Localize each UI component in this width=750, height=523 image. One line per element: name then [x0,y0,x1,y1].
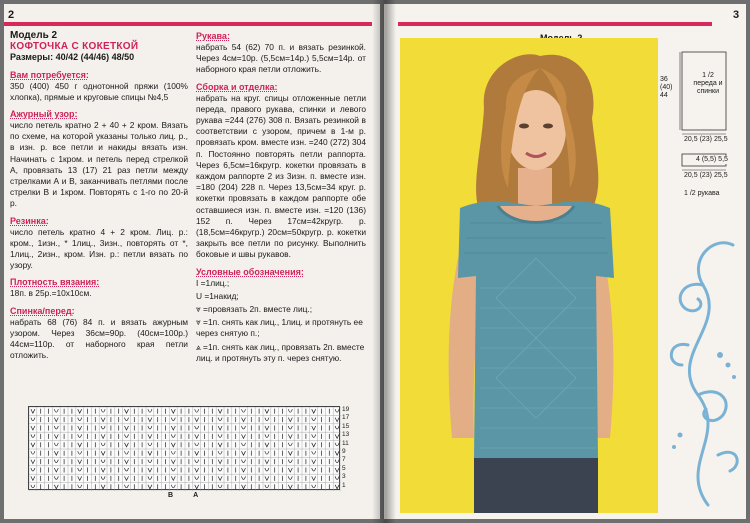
sleeves-text: набрать 54 (62) 70 п. и вязать резинкой. Через 4см=10р. (5,5см=14р.) 5,5см=14р. от наборного края петли отложить. [196,42,366,75]
chart-stitch-symbol [31,418,35,421]
chart-stitch-symbol [242,451,246,455]
chart-stitch-symbol [288,418,292,422]
garment-schematic [650,42,746,202]
chart-stitch-symbol [195,426,199,429]
chart-stitch-symbol [195,418,199,422]
legend-item: ⩔ =1п. снять как лиц., 1лиц. и протянуть ее через снятую п.; [196,317,363,339]
chart-stitch-symbol [148,485,152,489]
schematic-half-front-back: 1 /2 переда и спинки [693,72,723,95]
chart-stitch-symbol [265,443,269,447]
chart-stitch-symbol [218,434,222,437]
chart-stitch-symbol [335,418,339,422]
legend-item: I =1лиц.; [196,277,230,288]
chart-stitch-symbol [312,426,316,430]
chart-stitch-symbol [218,443,222,447]
schematic-height-3: 44 [660,92,668,99]
chart-stitch-symbol [54,409,58,412]
assembly-text: набрать на круг. спицы отложенные петли переда, правого рукава, спинки и левого рукава =244 (276) 308 п. Вязать резинкой в соответствии с узором, причем в 1-м р. провязать кром. вместе изн. =240 (272) 304 п. Постоянно повторять петли раппорта. Через 6,5см=16кругр. кокетки провязать в каждом раппорте 2 из 3изн. п. вместе изн. =180 (204) 228 п. Через 13,5см=34 круг. р. кокетки провязать в каждом раппорте обе оставшиеся изн. п. вместе изн. =120 (136) 152 п. Через 17см=42кругр. р. (18,5см=46кругр.) 20см=50кругр. р. кокетки закрыть все петли по рисунку. Выполнить боковые и швы рукавов. [196,92,366,260]
neck [518,168,552,208]
chart-stitch-symbol [288,468,292,472]
chart-stitch-symbol [218,426,222,430]
sizes: Размеры: 40/42 (44/46) 48/50 [10,52,135,63]
chart-stitch-symbol [171,460,175,464]
chart-stitch-symbol [125,476,129,480]
left-column [10,30,188,363]
right-page-number: 3 [733,9,740,21]
chart-stitch-symbol [148,443,152,446]
chart-stitch-symbol [288,426,292,429]
chart-stitch-symbol [265,426,269,430]
schematic-sleeve-width: 20,5 (23) 25,5 [684,172,728,179]
chart-stitch-symbol [265,434,269,437]
chart-stitch-symbol [78,443,82,447]
chart-stitch-symbol [335,426,339,429]
chart-stitch-symbol [335,485,339,489]
chart-row-number: 3 [342,473,346,481]
chart-stitch-symbol [265,409,269,413]
chart-stitch-symbol [288,409,292,412]
chart-stitch-symbol [54,476,58,479]
chart-stitch-symbol [125,485,129,488]
chart-stitch-symbol [125,443,129,447]
chart-stitch-symbol [125,460,129,464]
backfront-heading: Спинка/перед: [10,305,75,316]
chart-stitch-symbol [242,418,246,422]
chart-stitch-symbol [125,468,129,471]
chart-stitch-symbol [171,426,175,430]
chart-stitch-symbol [101,468,105,472]
chart-stitch-symbol [335,476,339,479]
chart-stitch-symbol [288,434,292,438]
chart-row-number: 9 [342,448,346,456]
chart-stitch-symbol [54,426,58,429]
chart-stitch-symbol [78,451,82,454]
chart-stitch-symbol [312,443,316,447]
pants [474,458,598,513]
chart-stitch-symbol [171,409,175,413]
assembly-heading: Сборка и отделка: [196,81,278,92]
chart-row-number: 13 [342,431,350,439]
chart-stitch-symbol [335,434,339,438]
chart-stitch-symbol [195,485,199,489]
chart-stitch-symbol [171,451,175,454]
chart-stitch-symbol [78,476,82,480]
chart-stitch-symbol [218,476,222,480]
chart-stitch-symbol [78,426,82,430]
chart-stitch-symbol [31,460,35,464]
chart-stitch-symbol [312,418,316,421]
chart-stitch-symbol [288,476,292,479]
chart-stitch-symbol [101,409,105,412]
chart-stitch-symbol [78,434,82,437]
swirl-ornament-icon [658,205,748,515]
legend-heading: Условные обозначения: [196,266,304,277]
chart-stitch-symbol [218,418,222,421]
chart-stitch-symbol [101,476,105,479]
chart-stitch-symbol [54,451,58,455]
chart-stitch-symbol [31,409,35,413]
model-photo [400,38,658,513]
chart-stitch-symbol [218,460,222,464]
chart-stitch-symbol [195,468,199,472]
gauge-heading: Плотность вязания: [10,277,100,288]
chart-stitch-symbol [31,443,35,447]
chart-stitch-symbol [288,451,292,455]
chart-stitch-symbol [265,460,269,464]
garment-title: КОФТОЧКА С КОКЕТКОЙ [10,41,139,53]
chart-stitch-symbol [78,468,82,471]
chart-stitch-symbol [171,468,175,471]
chart-stitch-symbol [335,451,339,455]
chart-row-number: 11 [342,439,349,447]
chart-stitch-symbol [78,460,82,464]
chart-stitch-symbol [148,468,152,472]
chart-stitch-symbol [312,476,316,480]
chart-row-number: 1 [342,481,346,489]
right-column [196,30,366,366]
chart-stitch-symbol [125,418,129,421]
sleeves-heading: Рукава: [196,31,230,41]
chart-stitch-symbol [54,418,58,422]
chart-stitch-symbol [101,434,105,438]
chart-stitch-symbol [242,434,246,438]
chart-stitch-symbol [171,476,175,480]
chart-stitch-symbol [335,460,339,463]
chart-stitch-symbol [288,485,292,489]
chart-stitch-symbol [171,434,175,437]
legend-item: ⩓ =1п. снять как лиц., провязать 2п. вместе лиц. и протянуть эту п. через снятую. [196,341,365,363]
chart-stitch-symbol [31,426,35,430]
chart-stitch-symbol [171,485,175,488]
chart-stitch-symbol [242,443,246,446]
chart-stitch-symbol [242,468,246,472]
chart-stitch-symbol [195,451,199,455]
chart-stitch-symbol [148,409,152,412]
chart-stitch-symbol [195,409,199,412]
chart-stitch-symbol [242,460,246,463]
chart-stitch-symbol [31,476,35,480]
chart-stitch-symbol [148,476,152,479]
chart-stitch-symbol [312,409,316,413]
legend-item: ⩔ =провязать 2п. вместе лиц.; [196,304,313,315]
chart-stitch-symbol [195,443,199,446]
chart-stitch-symbol [148,451,152,455]
chart-stitch-symbol [312,460,316,464]
right-header-rule [398,22,712,26]
model-photo-illustration [400,38,658,513]
chart-stitch-symbol [242,476,246,479]
chart-stitch-symbol [312,451,316,454]
chart-stitch-symbol [31,468,35,471]
chart-stitch-symbol [288,460,292,463]
left-page-number: 2 [8,9,15,21]
chart-stitch-symbol [171,443,175,447]
chart-stitch-symbol [242,409,246,412]
chart-stitch-symbol [78,418,82,421]
chart-stitch-symbol [218,485,222,488]
chart-stitch-symbol [242,485,246,489]
chart-row-number: 15 [342,422,350,430]
schematic-height-2: (40) [660,84,673,91]
chart-stitch-symbol [312,468,316,471]
chart-stitch-symbol [54,460,58,463]
materials-heading: Вам потребуется: [10,69,89,80]
lace-text: число петель кратно 2 + 40 + 2 кром. Вязать по схеме, на которой указаны только лиц. р., в изн. р. все петли и накиды вязать изн. Начинать с 1кром. и петель перед стрелкой А, провязать 13 (17) 21 раз петли между стрелками А и В, заканчивать петлями после стрелки В и 1кром. Повторять с 1-го по 20-й р. [10,120,188,209]
model-title: Модель 2 [10,30,58,41]
rib-heading: Резинка: [10,215,49,226]
chart-stitch-symbol [54,434,58,438]
chart-stitch-symbol [288,443,292,446]
chart-stitch-symbol [101,426,105,429]
chart-stitch-symbol [218,468,222,471]
chart-stitch-symbol [265,451,269,454]
chart-stitch-symbol [125,426,129,430]
schematic-height-1: 36 [660,76,668,83]
chart-stitch-symbol [148,460,152,463]
chart-stitch-symbol [54,485,58,489]
gauge-text: 18п. в 25р.=10х10см. [10,288,92,299]
legend-item: U =1накид; [196,290,239,301]
sweater [458,201,614,458]
chart-grid [29,407,341,491]
chart-stitch-symbol [265,485,269,488]
chart-row-numbers [342,406,360,490]
chart-stitch-symbol [31,451,35,454]
chart-stitch-symbol [335,468,339,472]
chart-stitch-symbol [148,426,152,429]
chart-stitch-symbol [31,485,35,488]
chart-row-number: 17 [342,414,350,422]
chart-stitch-symbol [312,434,316,437]
chart-stitch-symbol [195,460,199,463]
chart-stitch-symbol [101,443,105,446]
knitting-chart [28,406,340,490]
chart-stitch-symbol [101,418,105,422]
marker-b: B [168,492,174,499]
chart-markers [168,492,198,499]
left-header-rule [4,22,372,26]
lace-heading: Ажурный узор: [10,109,78,120]
chart-row-number: 7 [342,456,346,464]
chart-stitch-symbol [101,485,105,489]
chart-row-number: 5 [342,464,346,472]
chart-stitch-symbol [148,418,152,422]
chart-stitch-symbol [265,476,269,480]
chart-stitch-symbol [101,460,105,463]
chart-stitch-symbol [195,476,199,479]
chart-stitch-symbol [312,485,316,488]
chart-stitch-symbol [218,409,222,413]
chart-stitch-symbol [78,409,82,413]
book-gutter [372,0,396,523]
chart-stitch-symbol [78,485,82,488]
chart-stitch-symbol [242,426,246,429]
chart-stitch-symbol [148,434,152,438]
marker-a: A [193,492,199,499]
chart-stitch-symbol [101,451,105,455]
chart-stitch-symbol [54,468,58,472]
materials-text: 350 (400) 450 г однотонной пряжи (100% хлопка), прямые и круговые спицы №4,5 [10,80,188,102]
backfront-text: набрать 68 (76) 84 п. и вязать ажурным узором. Через 36см=90р. (40см=100р.) 44см=110р. от наборного края петли отложить. [10,316,188,361]
schematic-half-sleeve: 1 /2 рукава [684,190,720,197]
schematic-sleeve-height: 4 (5,5) 5,5 [696,156,728,163]
chart-stitch-symbol [54,443,58,446]
chart-stitch-symbol [335,443,339,446]
chart-stitch-symbol [125,409,129,413]
schematic-width: 20,5 (23) 25,5 [684,136,728,143]
chart-stitch-symbol [125,451,129,454]
chart-stitch-symbol [218,451,222,454]
chart-stitch-symbol [195,434,199,438]
chart-stitch-symbol [125,434,129,437]
chart-stitch-symbol [265,418,269,421]
chart-row-number: 19 [342,406,350,413]
chart-stitch-symbol [265,468,269,471]
chart-stitch-symbol [335,409,339,412]
chart-stitch-symbol [171,418,175,421]
rib-text: число петель кратно 4 + 2 кром. Лиц. р.: кром., 1изн., * 1лиц., 3изн., повторять от *, 1лиц., 2изн., кром. Изн. р.: петли вязать по узору. [10,226,188,271]
legend-list [196,278,366,364]
chart-stitch-symbol [31,434,35,437]
